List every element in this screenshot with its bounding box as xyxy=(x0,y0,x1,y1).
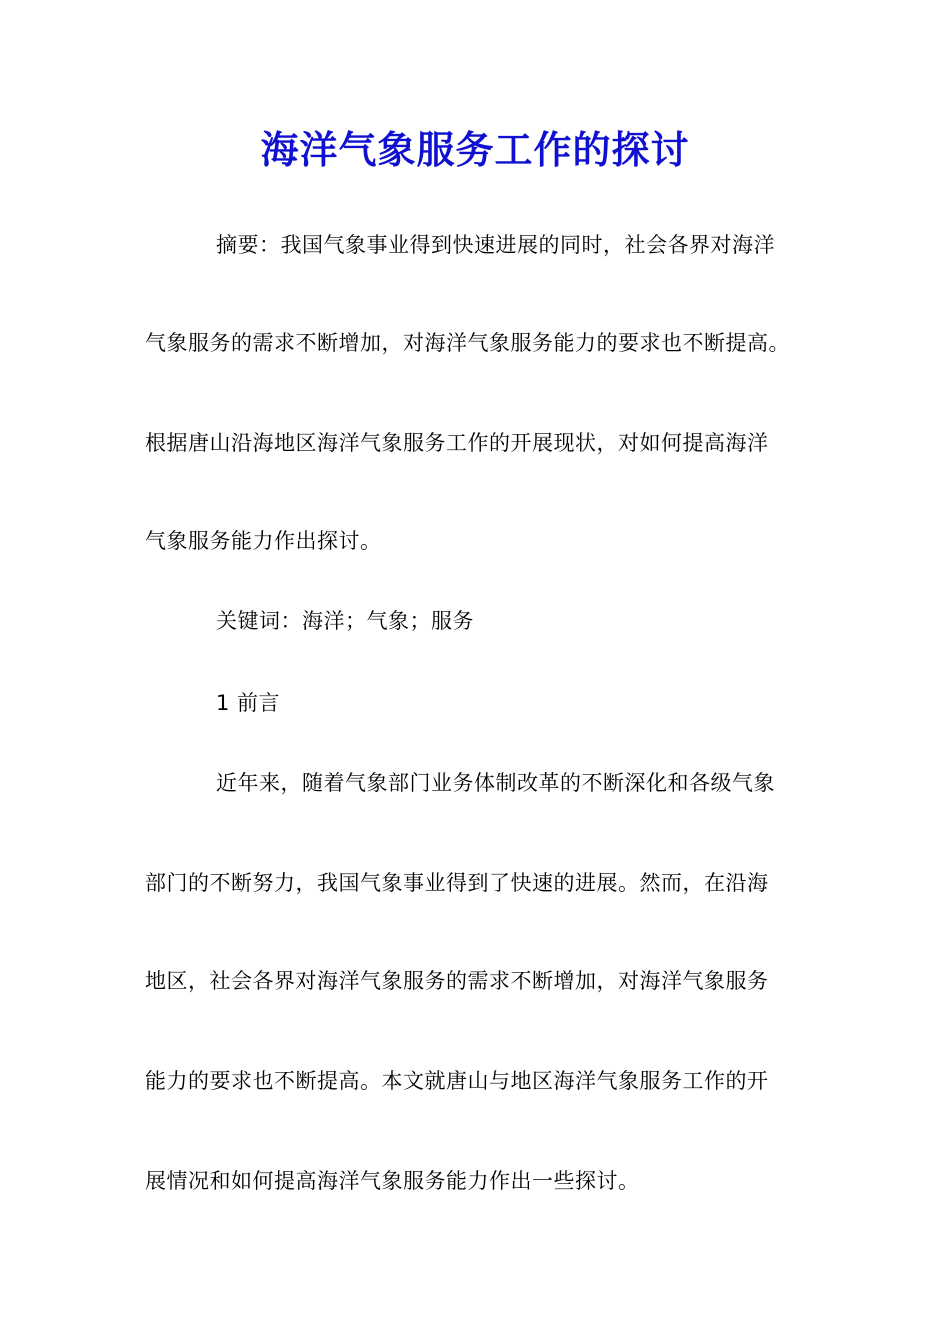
body-line-4: 能力的要求也不断提高。本文就唐山与地区海洋气象服务工作的开 xyxy=(145,1069,769,1093)
abstract-line-2: 气象服务的需求不断增加，对海洋气象服务能力的要求也不断提高。 xyxy=(145,331,790,355)
body-line-5: 展情况和如何提高海洋气象服务能力作出一些探讨。 xyxy=(145,1169,640,1193)
abstract-line-3: 根据唐山沿海地区海洋气象服务工作的开展现状，对如何提高海洋 xyxy=(145,431,769,455)
body-line-3: 地区，社会各界对海洋气象服务的需求不断增加，对海洋气象服务 xyxy=(145,969,769,993)
section-heading-intro: 1 前言 xyxy=(216,691,281,715)
abstract-line-4: 气象服务能力作出探讨。 xyxy=(145,529,382,553)
body-line-2: 部门的不断努力，我国气象事业得到了快速的进展。然而，在沿海 xyxy=(145,871,769,895)
body-line-1: 近年来，随着气象部门业务体制改革的不断深化和各级气象 xyxy=(216,771,775,795)
document-title: 海洋气象服务工作的探讨 xyxy=(260,127,690,172)
abstract-line-1: 摘要：我国气象事业得到快速进展的同时，社会各界对海洋 xyxy=(216,233,775,257)
keywords-line: 关键词：海洋；气象；服务 xyxy=(216,609,474,633)
